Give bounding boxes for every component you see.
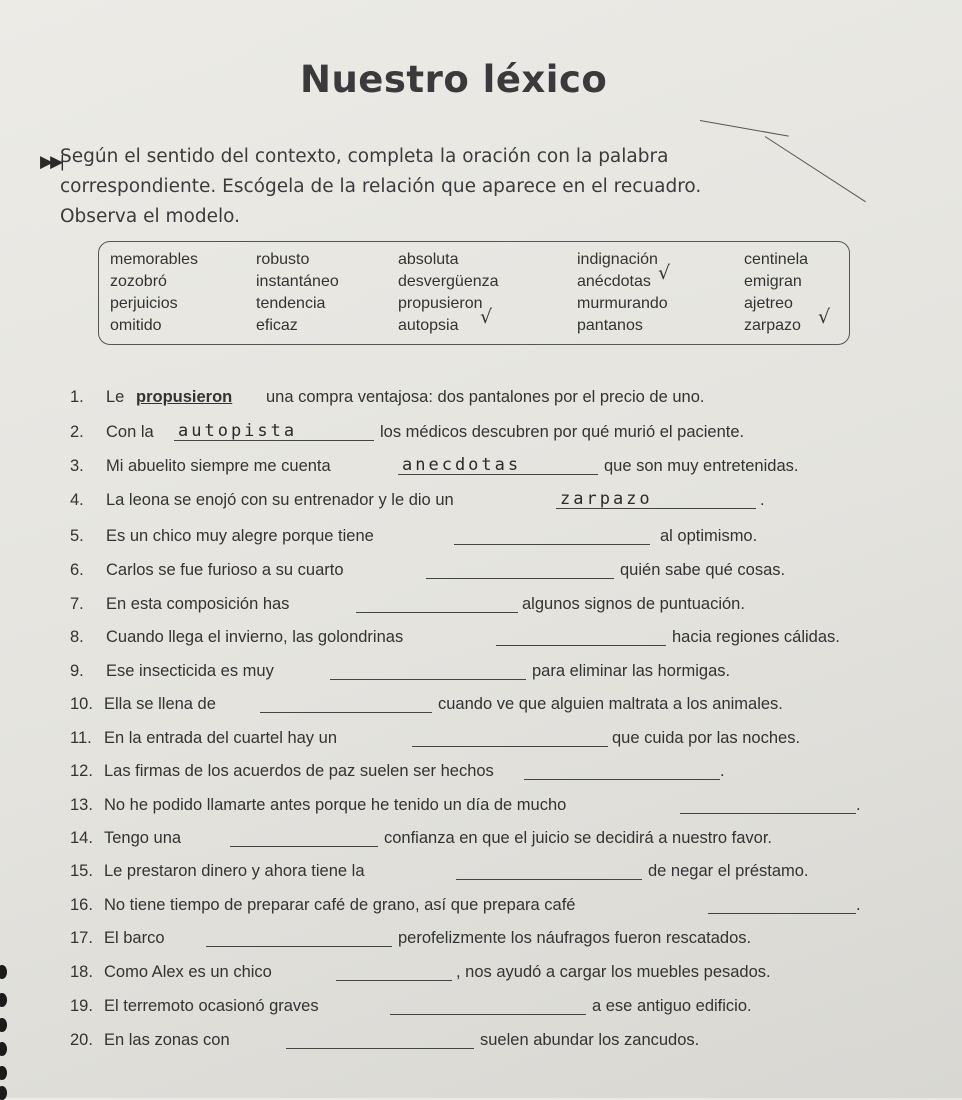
instruction-line-3: Observa el modelo. [60,206,240,227]
word-bank-item: centinela [744,251,809,268]
answer-blank[interactable] [336,980,452,981]
word-bank-item: autopsia [398,317,459,334]
question-number: 20. [70,1031,93,1049]
question-text-before: Es un chico muy alegre porque tiene [106,527,374,545]
question-text-after: que son muy entretenidas. [604,457,799,475]
question-text-before: Le [106,388,125,406]
instruction-line-1: Según el sentido del contexto, completa la oración con la palabra [60,146,669,167]
question-text-before: En las zonas con [104,1031,230,1049]
checkmark-icon: √ [480,306,493,328]
word-bank-item: eficaz [256,317,298,334]
answer-blank[interactable] [206,946,392,947]
word-bank-item: tendencia [256,295,326,312]
question-number: 4. [70,491,84,509]
question-text-after: , nos ayudó a cargar los muebles pesados. [456,963,771,981]
question-text-before: Las firmas de los acuerdos de paz suelen ser hechos [104,762,494,780]
binder-hole [0,1066,7,1080]
answer-blank[interactable] [412,746,608,747]
word-bank-item: omitido [110,317,162,334]
pencil-mark [700,120,789,137]
word-bank-item: memorables [110,251,199,268]
question-text-after: algunos signos de puntuación. [522,595,745,613]
question-text-before: Ese insecticida es muy [106,662,274,680]
question-text-after: a ese antiguo edificio. [592,997,752,1015]
question-number: 19. [70,997,93,1015]
question-text-before: En esta composición has [106,595,290,613]
question-text-after: al optimismo. [660,527,758,545]
question-number: 16. [70,896,93,914]
instruction-line-2: correspondiente. Escógela de la relación que aparece en el recuadro. [60,176,702,197]
word-bank-item: zarpazo [744,317,801,334]
question-text-after: que cuida por las noches. [612,729,801,747]
handwritten-answer: zarpazo [560,489,653,509]
answer-blank[interactable] [454,544,650,545]
question-text-after: de negar el préstamo. [648,862,809,880]
question-text-after: hacia regiones cálidas. [672,628,840,646]
answer-blank[interactable] [426,578,614,579]
answer-blank[interactable] [260,712,432,713]
answer-blank[interactable] [524,779,720,780]
question-text-after: para eliminar las hormigas. [532,662,731,680]
question-number: 2. [70,423,84,441]
handwritten-answer: anecdotas [402,455,522,475]
word-bank-item: perjuicios [110,295,178,312]
question-text-after: quién sabe qué cosas. [620,561,786,579]
question-text-after: una compra ventajosa: dos pantalones por el precio de uno. [266,388,705,406]
word-bank-box [98,241,850,345]
question-number: 1. [70,388,84,406]
question-text-before: El terremoto ocasionó graves [104,997,319,1015]
question-number: 11. [70,729,92,747]
question-text-after: perofelizmente los náufragos fueron rescatados. [398,929,752,947]
question-text-after: los médicos descubren por qué murió el paciente. [380,423,745,441]
question-number: 5. [70,527,84,545]
word-bank-item: ajetreo [744,295,793,312]
page-title: Nuestro léxico [300,58,608,101]
question-text-before: Como Alex es un chico [104,963,272,981]
question-text-before: Ella se llena de [104,695,216,713]
word-bank-item: absoluta [398,251,459,268]
word-bank-item: instantáneo [256,273,339,290]
answer-blank[interactable] [230,846,378,847]
binder-hole [0,1042,7,1056]
answer-blank[interactable] [708,913,856,914]
word-bank-item: anécdotas [577,273,651,290]
question-text-after: . [856,796,861,814]
answer-blank[interactable] [456,879,642,880]
model-answer: propusieron [136,388,233,406]
question-text-before: En la entrada del cuartel hay un [104,729,337,747]
checkmark-icon: √ [818,306,831,328]
answer-blank[interactable] [356,612,518,613]
answer-blank[interactable] [286,1048,474,1049]
word-bank-item: propusieron [398,295,483,312]
question-text-before: Le prestaron dinero y ahora tiene la [104,862,365,880]
question-text-after: confianza en que el juicio se decidirá a nuestro favor. [384,829,772,847]
question-text-before: No tiene tiempo de preparar café de grano, así que prepara café [104,896,576,914]
question-text-after: . [760,491,765,509]
question-number: 3. [70,457,84,475]
question-text-before: Mi abuelito siempre me cuenta [106,457,331,475]
question-text-after: . [720,762,725,780]
question-number: 8. [70,628,84,646]
question-number: 18. [70,963,93,981]
question-number: 15. [70,862,93,880]
question-number: 9. [70,662,84,680]
question-number: 6. [70,561,84,579]
binder-hole [0,965,7,979]
question-number: 14. [70,829,93,847]
binder-hole [0,1018,7,1032]
word-bank-item: pantanos [577,317,643,334]
word-bank-item: indignación [577,251,658,268]
word-bank-item: robusto [256,251,310,268]
question-number: 17. [70,929,93,947]
word-bank-item: zozobró [110,273,167,290]
question-text-before: Con la [106,423,154,441]
question-number: 10. [70,695,93,713]
handwritten-answer: autopista [178,421,298,441]
answer-blank[interactable] [330,679,526,680]
question-text-after: cuando ve que alguien maltrata a los animales. [438,695,783,713]
question-text-before: Cuando llega el invierno, las golondrinas [106,628,404,646]
word-bank-item: emigran [744,273,802,290]
question-text-before: No he podido llamarte antes porque he tenido un día de mucho [104,796,567,814]
question-number: 7. [70,595,84,613]
checkmark-icon: √ [658,262,671,284]
question-number: 13. [70,796,93,814]
question-text-after: . [856,896,861,914]
answer-blank[interactable] [390,1014,586,1015]
answer-blank[interactable] [496,645,666,646]
question-number: 12. [70,762,93,780]
answer-blank[interactable] [680,813,856,814]
word-bank-item: murmurando [577,295,668,312]
question-text-before: El barco [104,929,165,947]
question-text-after: suelen abundar los zancudos. [480,1031,700,1049]
word-bank-item: desvergüenza [398,273,499,290]
question-text-before: Tengo una [104,829,182,847]
binder-hole [0,993,7,1007]
question-text-before: Carlos se fue furioso a su cuarto [106,561,344,579]
fast-forward-icon: ▶▶| [40,152,62,171]
question-text-before: La leona se enojó con su entrenador y le dio un [106,491,454,509]
